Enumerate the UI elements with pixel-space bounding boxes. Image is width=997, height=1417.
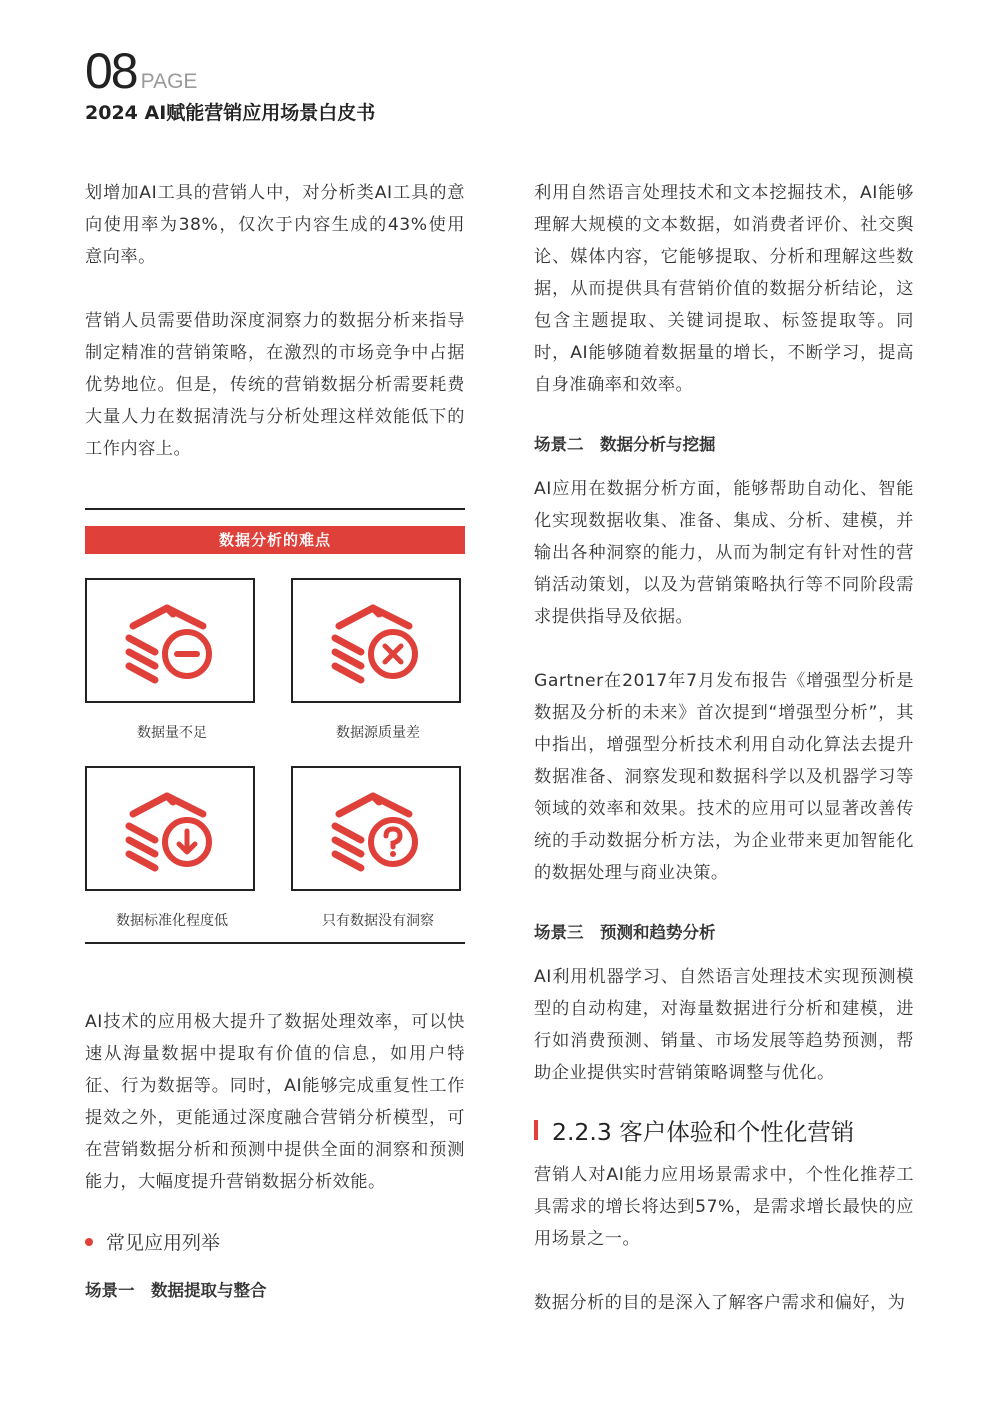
data-x-icon bbox=[321, 596, 431, 686]
paragraph: 数据分析的目的是深入了解客户需求和偏好，为 bbox=[534, 1293, 906, 1313]
bullet-dot-icon bbox=[85, 1238, 93, 1246]
difficulty-figure bbox=[85, 508, 465, 944]
figure-card bbox=[85, 766, 255, 891]
figure-label: 只有数据没有洞察 bbox=[322, 913, 434, 929]
section-heading bbox=[534, 1113, 914, 1147]
document-title: 2024 AI赋能营销应用场景白皮书 bbox=[85, 102, 376, 124]
paragraph: AI技术的应用极大提升了数据处理效率，可以快速从海量数据中提取有价值的信息，如用户特征、行为数据等。同时，AI能够完成重复性工作提效之外，更能通过深度融合营销分析模型，可在营销数据分析和预测中提供全面的洞察和预测能力，大幅度提升营销数据分析效能。 bbox=[85, 1012, 465, 1192]
figure-label: 数据标准化程度低 bbox=[116, 913, 228, 929]
data-down-icon bbox=[115, 784, 225, 874]
figure-title: 数据分析的难点 bbox=[85, 526, 465, 554]
section-marker-icon bbox=[534, 1120, 538, 1140]
paragraph: AI应用在数据分析方面，能够帮助自动化、智能化实现数据收集、准备、集成、分析、建模，并输出各种洞察的能力，从而为制定有针对性的营销活动策划，以及为营销策略执行等不同阶段需求提供指导及依据。 bbox=[534, 479, 914, 627]
figure-card bbox=[291, 578, 461, 703]
paragraph: Gartner在2017年7月发布报告《增强型分析是数据及分析的未来》首次提到“增强型分析”，其中指出，增强型分析技术利用自动化算法去提升数据准备、洞察发现和数据科学以及机器学习等领域的效率和效果。技术的应用可以显著改善传统的手动数据分析方法，为企业带来更加智能化的数据处理与商业决策。 bbox=[534, 671, 914, 883]
paragraph: 营销人员需要借助深度洞察力的数据分析来指导制定精准的营销策略，在激烈的市场竞争中占据优势地位。但是，传统的营销数据分析需要耗费大量人力在数据清洗与分析处理这样效能低下的工作内容上。 bbox=[85, 311, 465, 459]
paragraph: 划增加AI工具的营销人中，对分析类AI工具的意向使用率为38%，仅次于内容生成的43%使用意向率。 bbox=[85, 183, 465, 267]
scene-heading: 场景一 数据提取与整合 bbox=[85, 1281, 267, 1300]
scene-heading: 场景三 预测和趋势分析 bbox=[534, 923, 716, 942]
paragraph: AI利用机器学习、自然语言处理技术实现预测模型的自动构建，对海量数据进行分析和建模，进行如消费预测、销量、市场发展等趋势预测，帮助企业提供实时营销策略调整与优化。 bbox=[534, 967, 914, 1083]
bullet-heading bbox=[85, 1228, 465, 1255]
right-column bbox=[534, 177, 914, 1351]
page-number: 08 bbox=[85, 43, 137, 99]
figure-label: 数据源质量差 bbox=[336, 725, 420, 741]
bullet-text: 常见应用列举 bbox=[106, 1232, 221, 1254]
paragraph: 营销人对AI能力应用场景需求中，个性化推荐工具需求的增长将达到57%，是需求增长最快的应用场景之一。 bbox=[534, 1165, 914, 1249]
figure-label: 数据量不足 bbox=[137, 725, 207, 741]
scene-heading: 场景二 数据分析与挖掘 bbox=[534, 435, 716, 454]
page-label: PAGE bbox=[140, 70, 198, 93]
figure-card bbox=[85, 578, 255, 703]
figure-card bbox=[291, 766, 461, 891]
data-question-icon bbox=[321, 784, 431, 874]
page-number-row bbox=[85, 43, 375, 99]
section-title: 2.2.3 客户体验和个性化营销 bbox=[552, 1118, 855, 1146]
left-column bbox=[85, 177, 465, 1319]
data-minus-icon bbox=[115, 596, 225, 686]
paragraph: 利用自然语言处理技术和文本挖掘技术，AI能够理解大规模的文本数据，如消费者评价、社交舆论、媒体内容，它能够提取、分析和理解这些数据，从而提供具有营销价值的数据分析结论，这包含主题提取、关键词提取、标签提取等。同时，AI能够随着数据量的增长，不断学习，提高自身准确率和效率。 bbox=[534, 183, 914, 395]
page-header bbox=[85, 43, 376, 125]
